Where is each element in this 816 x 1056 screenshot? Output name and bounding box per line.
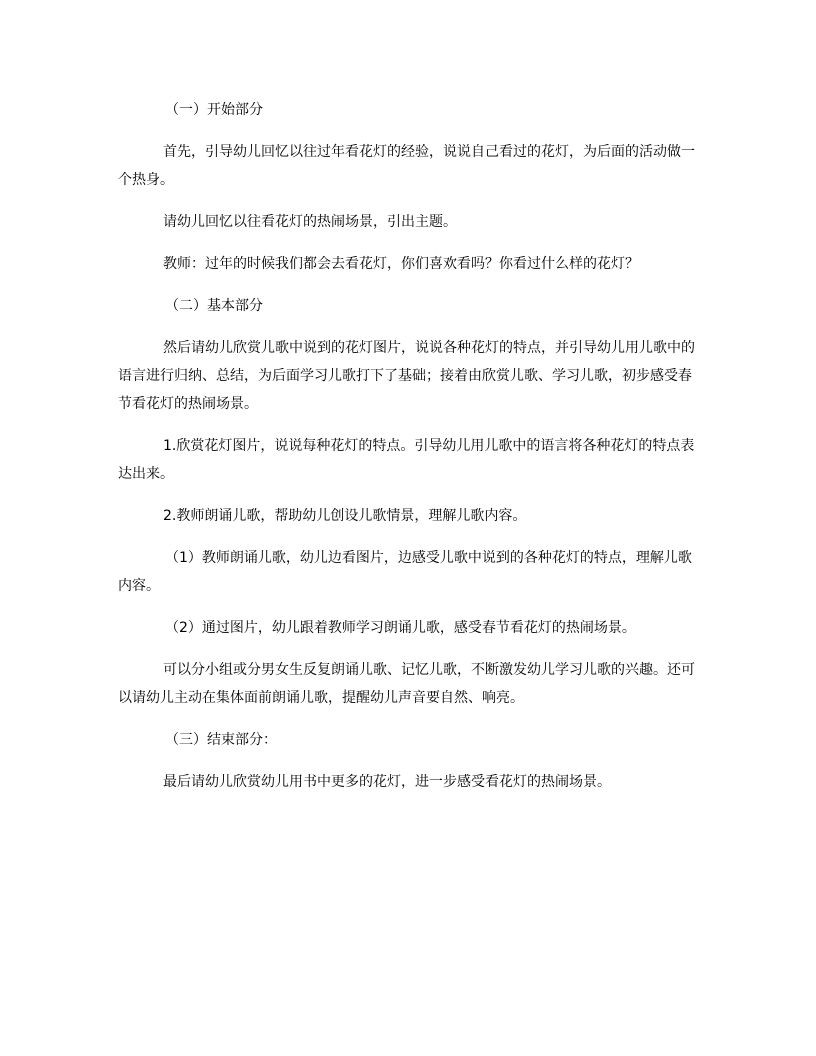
paragraph-conclusion: 最后请幼儿欣赏幼儿用书中更多的花灯，进一步感受看花灯的热闹场景。	[163, 774, 611, 790]
paragraph-step-2: 2.教师朗诵儿歌，帮助幼儿创设儿歌情景，理解儿歌内容。	[163, 508, 527, 524]
section-heading-basic: （二）基本部分	[165, 298, 263, 314]
paragraph-appreciate: 然后请幼儿欣赏儿歌中说到的花灯图片，说说各种花灯的特点，并引导幼儿用儿歌中的语言进行归纳、总结，为后面学习儿歌打下了基础；接着由欣赏儿歌、学习儿歌，初步感受春节看花灯的热闹场景。	[118, 340, 695, 412]
section-heading-start: （一）开始部分	[165, 102, 263, 118]
document-page	[118, 96, 698, 810]
paragraph-teacher-question: 教师：过年的时候我们都会去看花灯，你们喜欢看吗？你看过什么样的花灯？	[163, 256, 639, 272]
section-heading-end: （三）结束部分：	[165, 732, 277, 748]
paragraph-intro: 首先，引导幼儿回忆以往过年看花灯的经验，说说自己看过的花灯，为后面的活动做一个热身。	[118, 144, 695, 188]
paragraph-group-recital: 可以分小组或分男女生反复朗诵儿歌、记忆儿歌，不断激发幼儿学习儿歌的兴趣。还可以请幼儿主动在集体面前朗诵儿歌，提醒幼儿声音要自然、响亮。	[118, 662, 695, 706]
paragraph-substep-1: （1）教师朗诵儿歌，幼儿边看图片，边感受儿歌中说到的各种花灯的特点，理解儿歌内容。	[118, 550, 692, 594]
paragraph-substep-2: （2）通过图片，幼儿跟着教师学习朗诵儿歌，感受春节看花灯的热闹场景。	[165, 620, 636, 636]
paragraph-recall: 请幼儿回忆以往看花灯的热闹场景，引出主题。	[163, 214, 457, 230]
paragraph-step-1: 1.欣赏花灯图片，说说每种花灯的特点。引导幼儿用儿歌中的语言将各种花灯的特点表达出来。	[118, 438, 695, 482]
